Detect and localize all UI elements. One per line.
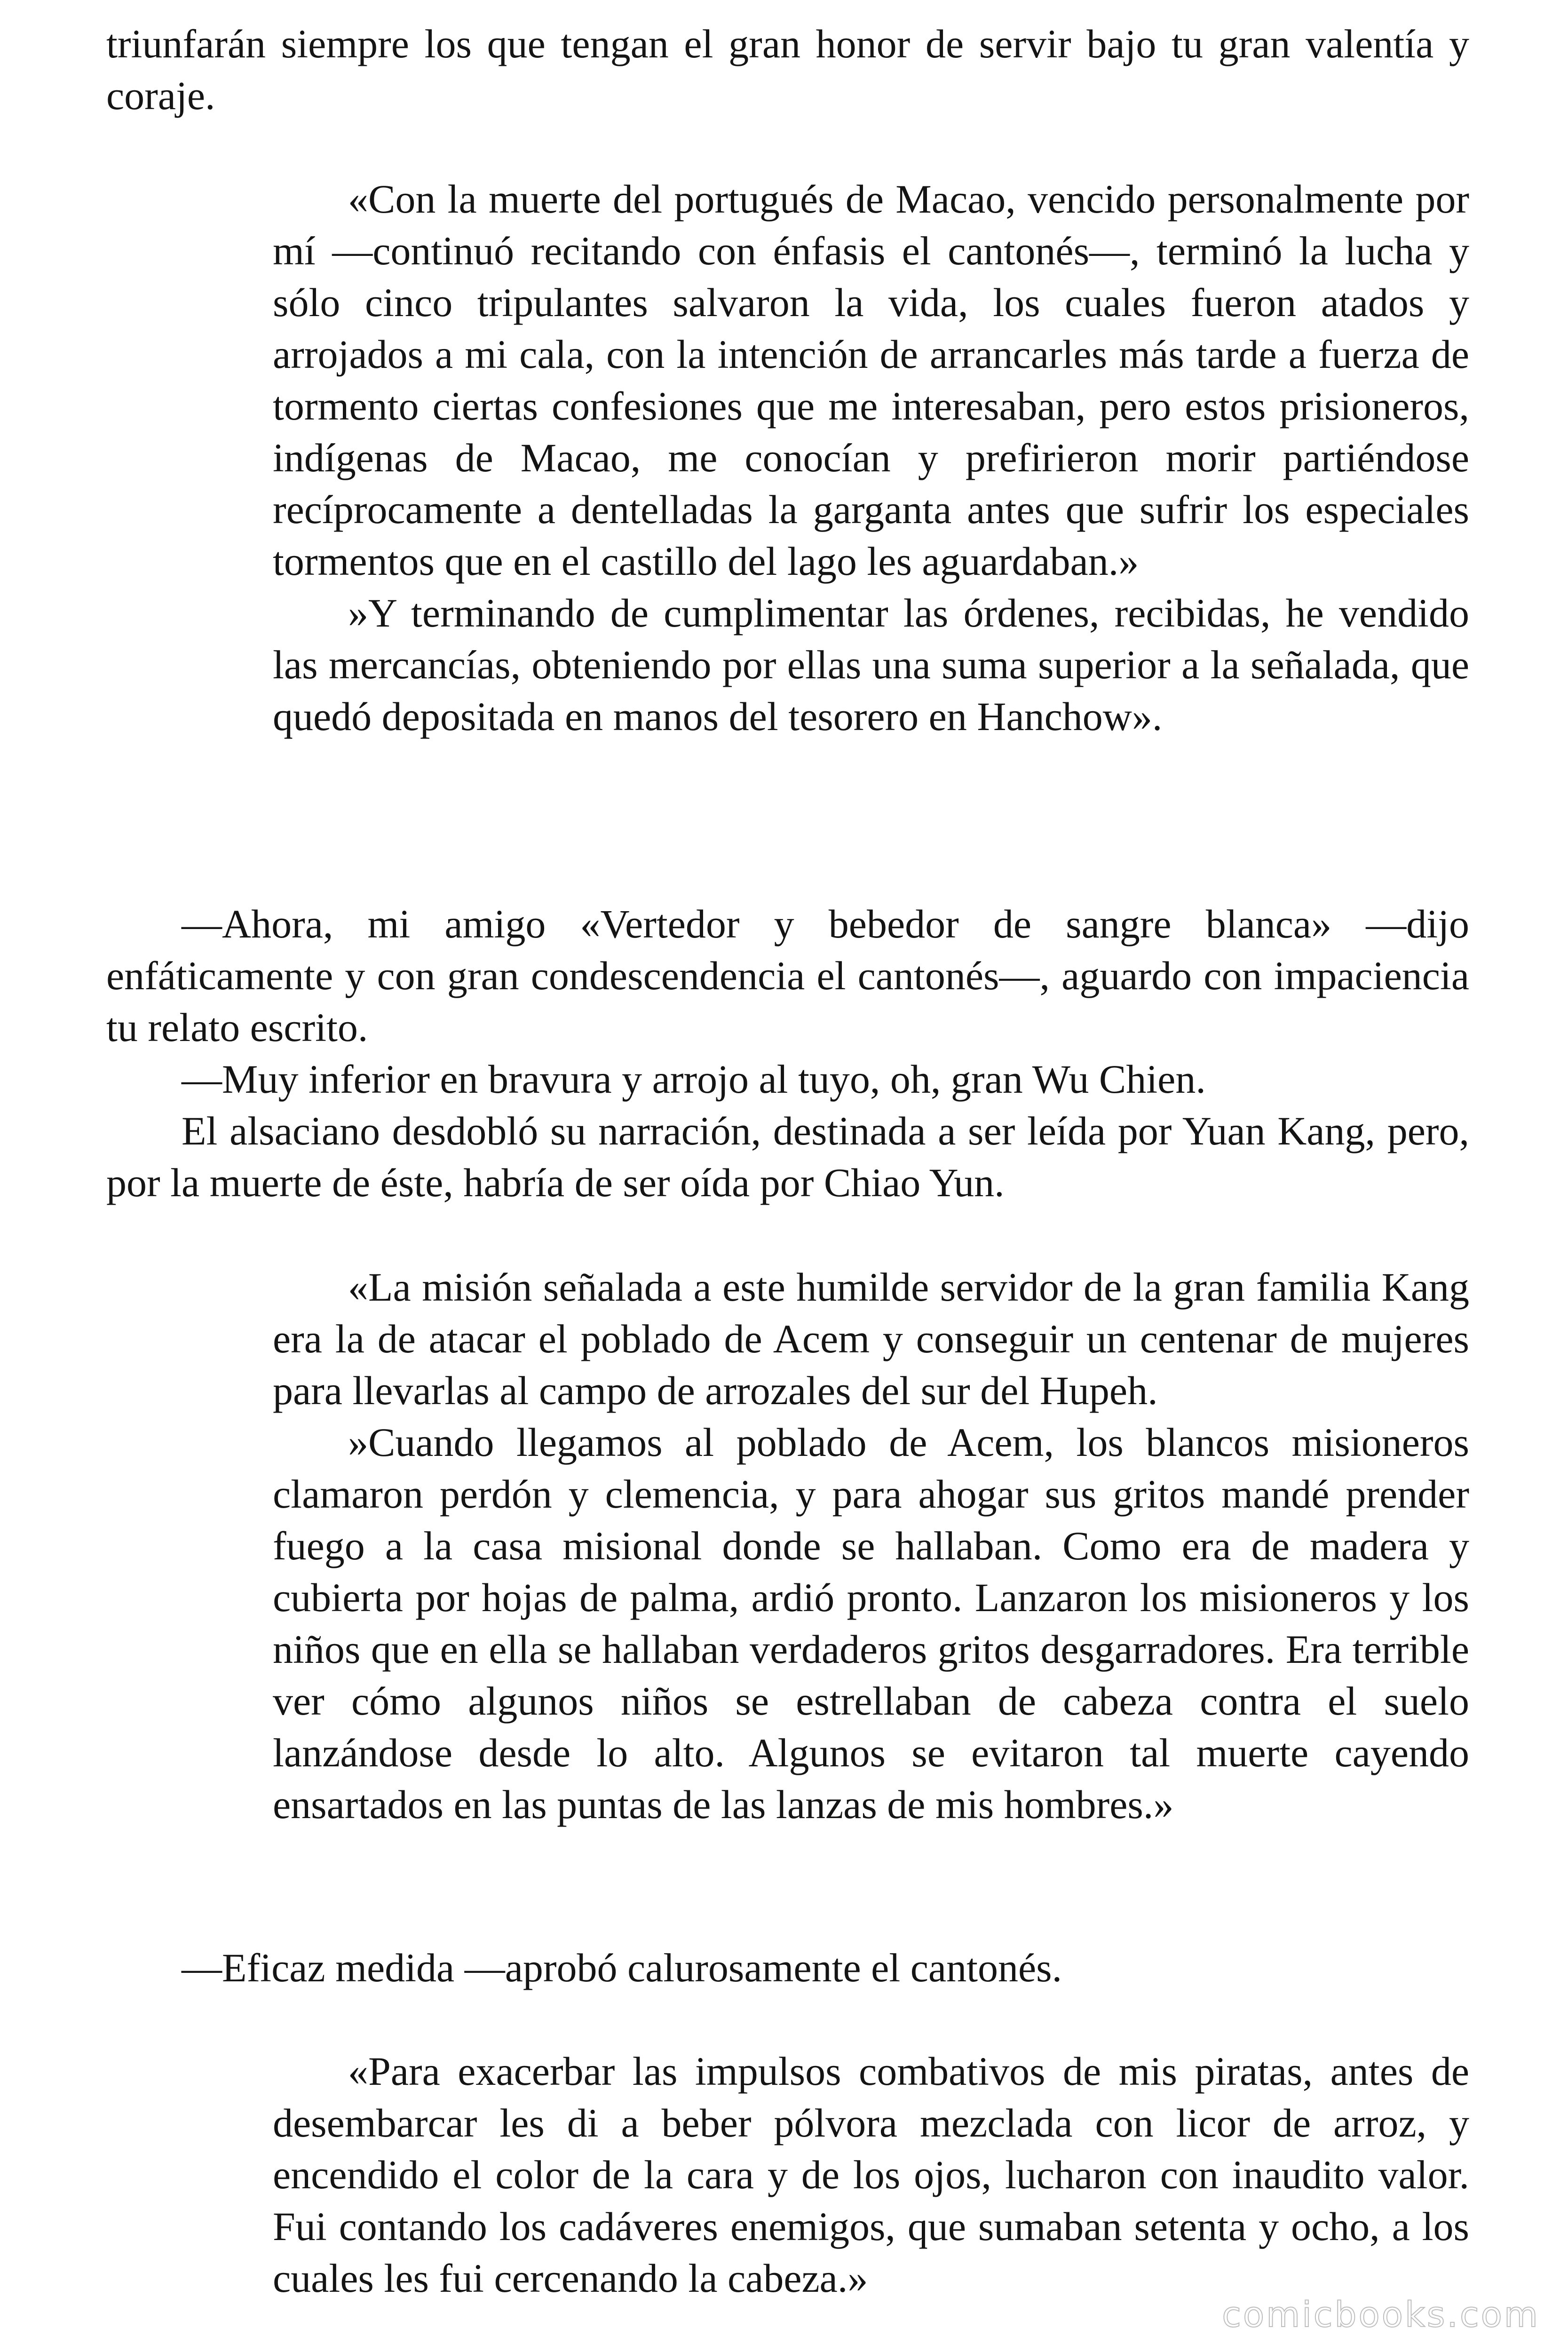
quoted-letter-block-3	[273, 2045, 1469, 2304]
quoted-paragraph: «Con la muerte del portugués de Macao, vencido personalmente por mí —continuó recitando con énfasis el cantonés—, terminó la lucha y sólo cinco tripulantes salvaron la vida, los cuales fueron atados y arrojados a mi cala, con la intención de arrancarles más tarde a fuerza de tormento ciertas confesiones que me interesaban, pero estos prisioneros, indígenas de Macao, me conocían y prefirieron morir partiéndose recíprocamente a dentelladas la garganta antes que sufrir los especiales tormentos que en el castillo del lago les aguardaban.»	[273, 176, 1469, 584]
watermark: comicbooks.com	[1222, 2295, 1540, 2335]
dialogue-block-2	[106, 1942, 1469, 1994]
quoted-letter-block-1	[273, 173, 1469, 742]
opening-text-block	[106, 18, 1469, 121]
quoted-letter-block-2	[273, 1261, 1469, 1830]
paragraph: —Ahora, mi amigo «Vertedor y bebedor de sangre blanca» —dijo enfáticamente y con gran condescendencia el cantonés—, aguardo con impaciencia tu relato escrito.	[106, 901, 1469, 1050]
quoted-paragraph: «Para exacerbar las impulsos combativos de mis piratas, antes de desembarcar les di a beber pólvora mezclada con licor de arroz, y encendido el color de la cara y de los ojos, lucharon con inaudito valor. Fui contando los cadáveres enemigos, que sumaban setenta y ocho, a los cuales les fui cercenando la cabeza.»	[273, 2049, 1469, 2301]
paragraph: El alsaciano desdobló su narración, destinada a ser leída por Yuan Kang, pero, por la muerte de éste, habría de ser oída por Chiao Yun.	[106, 1108, 1469, 1205]
dialogue-block-1	[106, 898, 1469, 1208]
quoted-paragraph: »Cuando llegamos al poblado de Acem, los blancos misioneros clamaron perdón y clemencia, y para ahogar sus gritos mandé prender fuego a la casa misional donde se hallaban. Como era de madera y cubierta por hojas de palma, ardió pronto. Lanzaron los misioneros y los niños que en ella se hallaban verdaderos gritos desgarradores. Era terrible ver cómo algunos niños se estrellaban de cabeza contra el suelo lanzándose desde lo alto. Algunos se evitaron tal muerte cayendo ensartados en las puntas de las lanzas de mis hombres.»	[273, 1420, 1469, 1827]
paragraph: triunfarán siempre los que tengan el gran honor de servir bajo tu gran valentía y coraje.	[106, 21, 1469, 118]
quoted-paragraph: «La misión señalada a este humilde servidor de la gran familia Kang era la de atacar el poblado de Acem y conseguir un centenar de mujeres para llevarlas al campo de arrozales del sur del Hupeh.	[273, 1264, 1469, 1413]
paragraph: —Eficaz medida —aprobó calurosamente el cantonés.	[182, 1945, 1062, 1990]
quoted-paragraph: »Y terminando de cumplimentar las órdenes, recibidas, he vendido las mercancías, obteniendo por ellas una suma superior a la señalada, que quedó depositada en manos del tesorero en Hanchow».	[273, 590, 1469, 739]
paragraph: —Muy inferior en bravura y arrojo al tuyo, oh, gran Wu Chien.	[182, 1057, 1206, 1102]
